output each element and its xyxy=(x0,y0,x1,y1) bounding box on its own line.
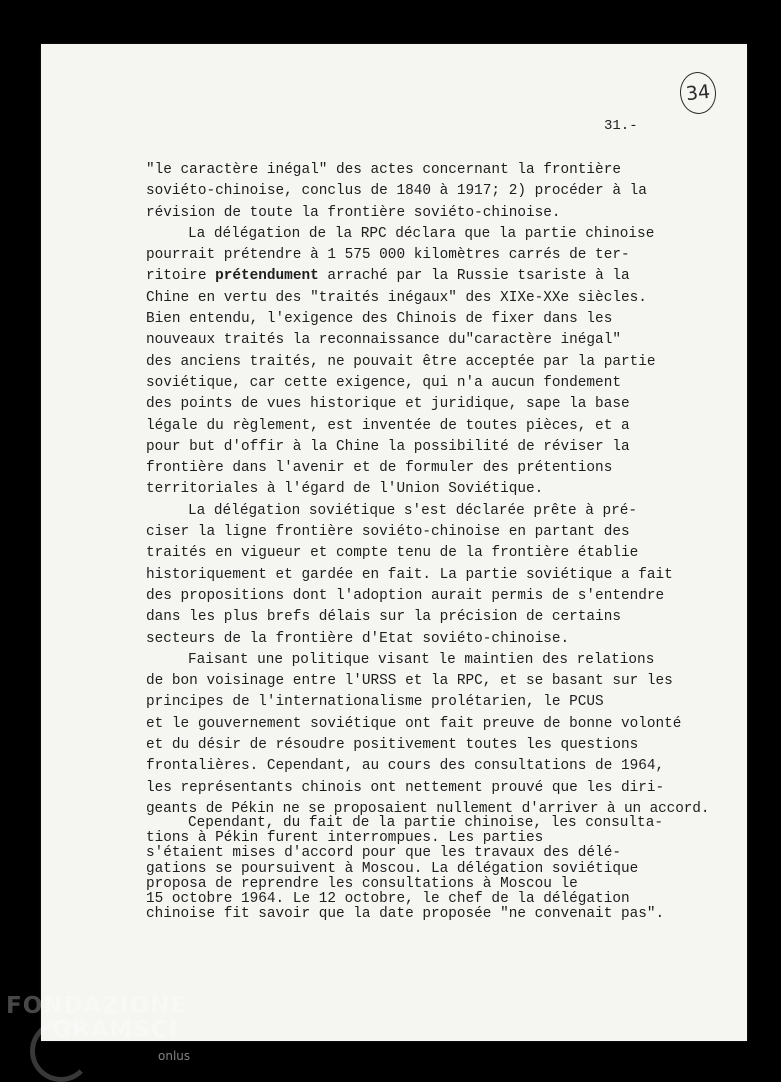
text-line: des anciens traités, ne pouvait être acceptée par la partie xyxy=(146,353,656,370)
archive-number-stamp: 34 xyxy=(678,70,718,116)
text-line: légale du règlement, est inventée de toutes pièces, et a xyxy=(146,417,630,434)
text-line: soviétique, car cette exigence, qui n'a aucun fondement xyxy=(146,374,621,391)
text-line: frontière dans l'avenir et de formuler des prétentions xyxy=(146,460,613,477)
text-fragment: ritoire xyxy=(146,268,216,285)
text-line: les représentants chinois ont nettement prouvé que les diri- xyxy=(146,779,665,796)
page-number: 31.- xyxy=(604,118,638,134)
text-line: "le caractère inégal" des actes concernant la frontière xyxy=(146,162,621,178)
overtyped-word: prétendument xyxy=(215,268,319,285)
text-line: s'étaient mises d'accord pour que les travaux des délé- xyxy=(146,845,621,862)
text-fragment: arraché par la Russie tsariste à la xyxy=(318,268,630,285)
text-line: de bon voisinage entre l'URSS et la RPC, et se basant sur les xyxy=(146,673,673,690)
text-line: nouveaux traités la reconnaissance du"caractère inégal" xyxy=(146,332,621,349)
watermark-line-1: FONDAZIONE xyxy=(6,993,188,1019)
text-line: ciser la ligne frontière soviéto-chinoise en partant des xyxy=(146,524,630,541)
text-line: pour but d'offir à la Chine la possibilité de réviser la xyxy=(146,438,630,455)
text-line: et du désir de résoudre positivement toutes les questions xyxy=(146,737,639,754)
text-line: historiquement et gardée en fait. La partie soviétique a fait xyxy=(146,566,673,583)
text-line: principes de l'internationalisme prolétarien, le PCUS xyxy=(146,694,604,711)
text-line: territoriales à l'égard de l'Union Soviétique. xyxy=(146,481,544,498)
text-line: secteurs de la frontière d'Etat soviéto-chinoise. xyxy=(146,630,570,647)
text-line: proposa de reprendre les consultations à Moscou le xyxy=(146,875,578,892)
text-line: dans les plus brefs délais sur la précision de certains xyxy=(146,609,621,626)
text-line: révision de toute la frontière soviéto-chinoise. xyxy=(146,204,561,221)
text-line: et le gouvernement soviétique ont fait preuve de bonne volonté xyxy=(146,715,682,732)
text-line-with-correction xyxy=(146,266,736,287)
text-line: soviéto-chinoise, conclus de 1840 à 1917; 2) procéder à la xyxy=(146,183,647,200)
text-line: frontalières. Cependant, au cours des consultations de 1964, xyxy=(146,758,665,775)
text-line: des propositions dont l'adoption aurait permis de s'entendre xyxy=(146,587,665,604)
watermark-suffix: onlus xyxy=(158,1049,191,1063)
text-line: tions à Pékin furent interrompues. Les parties xyxy=(146,830,544,847)
text-line: La délégation soviétique s'est déclarée prête à pré- xyxy=(188,502,638,519)
text-line: Bien entendu, l'exigence des Chinois de fixer dans les xyxy=(146,311,613,328)
typed-text-final-paragraph xyxy=(146,816,736,922)
foundation-watermark xyxy=(6,993,187,1043)
watermark-line-2: GRAMSCI xyxy=(52,1017,179,1043)
typed-text-body xyxy=(146,160,736,820)
text-line: 15 octobre 1964. Le 12 octobre, le chef de la délégation xyxy=(146,890,630,907)
text-line: Cependant, du fait de la partie chinoise, les consulta- xyxy=(188,815,663,831)
text-line: des points de vues historique et juridique, sape la base xyxy=(146,396,630,413)
text-line: traités en vigueur et compte tenu de la frontière établie xyxy=(146,545,639,562)
text-line: geants de Pékin ne se proposaient nullement d'arriver à un accord. xyxy=(146,800,710,817)
text-line: gations se poursuivent à Moscou. La délégation soviétique xyxy=(146,860,639,877)
text-line: pourrait prétendre à 1 575 000 kilomètres carrés de ter- xyxy=(146,247,630,264)
text-line: chinoise fit savoir que la date proposée "ne convenait pas". xyxy=(146,906,665,923)
text-line: Faisant une politique visant le maintien des relations xyxy=(188,651,655,668)
text-line: Chine en vertu des "traités inégaux" des XIXe-XXe siècles. xyxy=(146,289,647,306)
text-line: La délégation de la RPC déclara que la partie chinoise xyxy=(188,225,655,242)
